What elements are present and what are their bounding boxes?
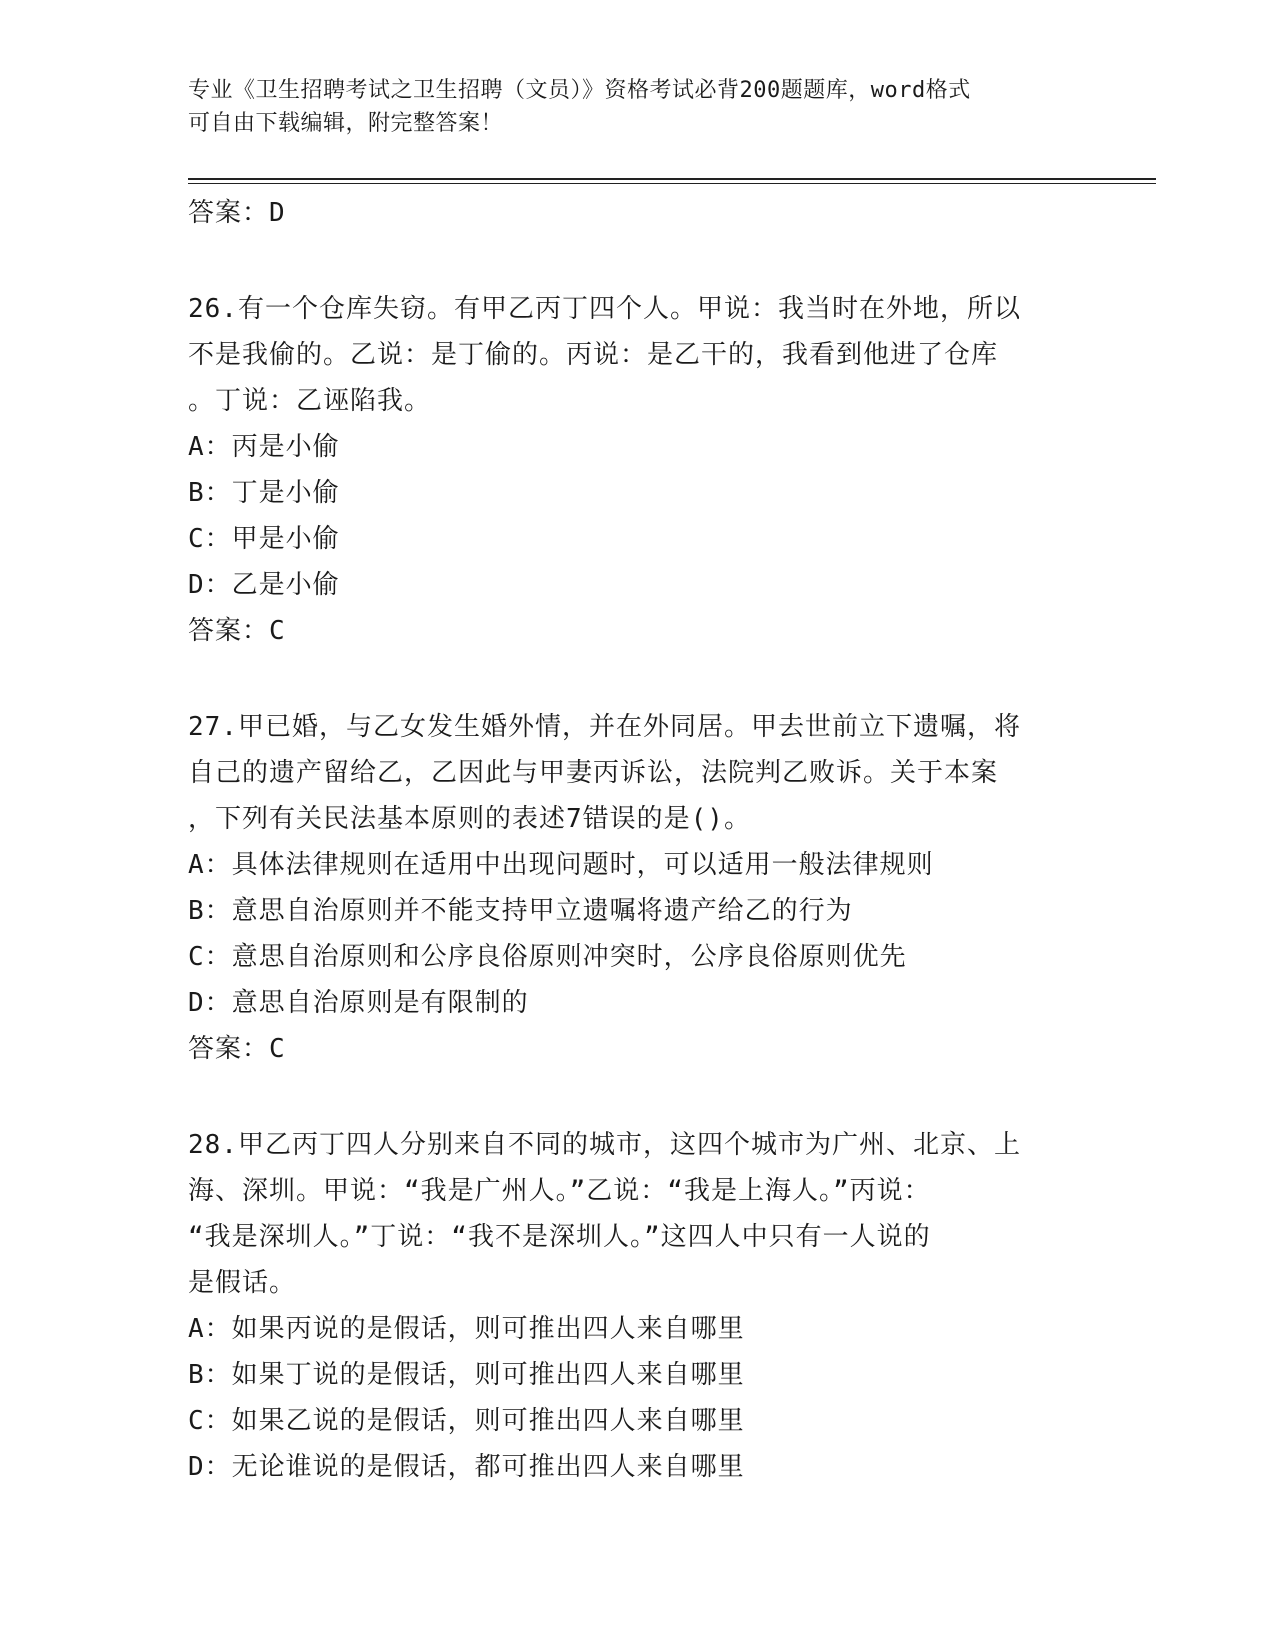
option-b: B：如果丁说的是假话，则可推出四人来自哪里 xyxy=(188,1360,745,1390)
header-line-1: 专业《卫生招聘考试之卫生招聘（文员）》资格考试必背200题题库，word格式 xyxy=(188,78,971,103)
question-stem-line: 是假话。 xyxy=(188,1268,297,1298)
question-stem-line: 海、深圳。甲说：“我是广州人。”乙说：“我是上海人。”丙说： xyxy=(188,1176,931,1206)
header-divider-thick xyxy=(188,178,1156,180)
spacer xyxy=(188,1072,1088,1122)
question-26 xyxy=(188,286,1088,654)
question-stem-line: 28.甲乙丙丁四人分别来自不同的城市，这四个城市为广州、北京、上 xyxy=(188,1130,1021,1160)
question-stem-line: 不是我偷的。乙说：是丁偷的。丙说：是乙干的，我看到他进了仓库 xyxy=(188,340,999,370)
question-stem-line: 27.甲已婚，与乙女发生婚外情，并在外同居。甲去世前立下遗嘱，将 xyxy=(188,712,1021,742)
option-c: C：甲是小偷 xyxy=(188,524,340,554)
option-a: A：如果丙说的是假话，则可推出四人来自哪里 xyxy=(188,1314,745,1344)
option-a: A：丙是小偷 xyxy=(188,432,340,462)
question-28 xyxy=(188,1122,1088,1490)
option-b: B：意思自治原则并不能支持甲立遗嘱将遗产给乙的行为 xyxy=(188,896,853,926)
option-c: C：如果乙说的是假话，则可推出四人来自哪里 xyxy=(188,1406,745,1436)
option-a: A：具体法律规则在适用中出现问题时，可以适用一般法律规则 xyxy=(188,850,934,880)
question-stem-line: 26.有一个仓库失窃。有甲乙丙丁四个人。甲说：我当时在外地，所以 xyxy=(188,294,1021,324)
question-27 xyxy=(188,704,1088,1072)
answer-line: 答案：C xyxy=(188,616,286,646)
header-divider-thin xyxy=(188,183,1156,184)
option-d: D：意思自治原则是有限制的 xyxy=(188,988,529,1018)
header-line-2: 可自由下载编辑，附完整答案！ xyxy=(188,111,504,136)
document-header xyxy=(188,74,1068,140)
question-stem-line: 自己的遗产留给乙，乙因此与甲妻丙诉讼，法院判乙败诉。关于本案 xyxy=(188,758,999,788)
question-stem-line: “我是深圳人。”丁说：“我不是深圳人。”这四人中只有一人说的 xyxy=(188,1222,931,1252)
previous-answer: 答案：D xyxy=(188,198,286,228)
option-d: D：无论谁说的是假话，都可推出四人来自哪里 xyxy=(188,1452,745,1482)
answer-line: 答案：C xyxy=(188,1034,286,1064)
spacer xyxy=(188,236,1088,286)
document-body xyxy=(188,190,1088,1490)
spacer xyxy=(188,654,1088,704)
option-c: C：意思自治原则和公序良俗原则冲突时，公序良俗原则优先 xyxy=(188,942,907,972)
option-d: D：乙是小偷 xyxy=(188,570,340,600)
option-b: B：丁是小偷 xyxy=(188,478,340,508)
question-stem-line: ，下列有关民法基本原则的表述7错误的是()。 xyxy=(188,804,751,834)
question-stem-line: 。丁说：乙诬陷我。 xyxy=(188,386,432,416)
